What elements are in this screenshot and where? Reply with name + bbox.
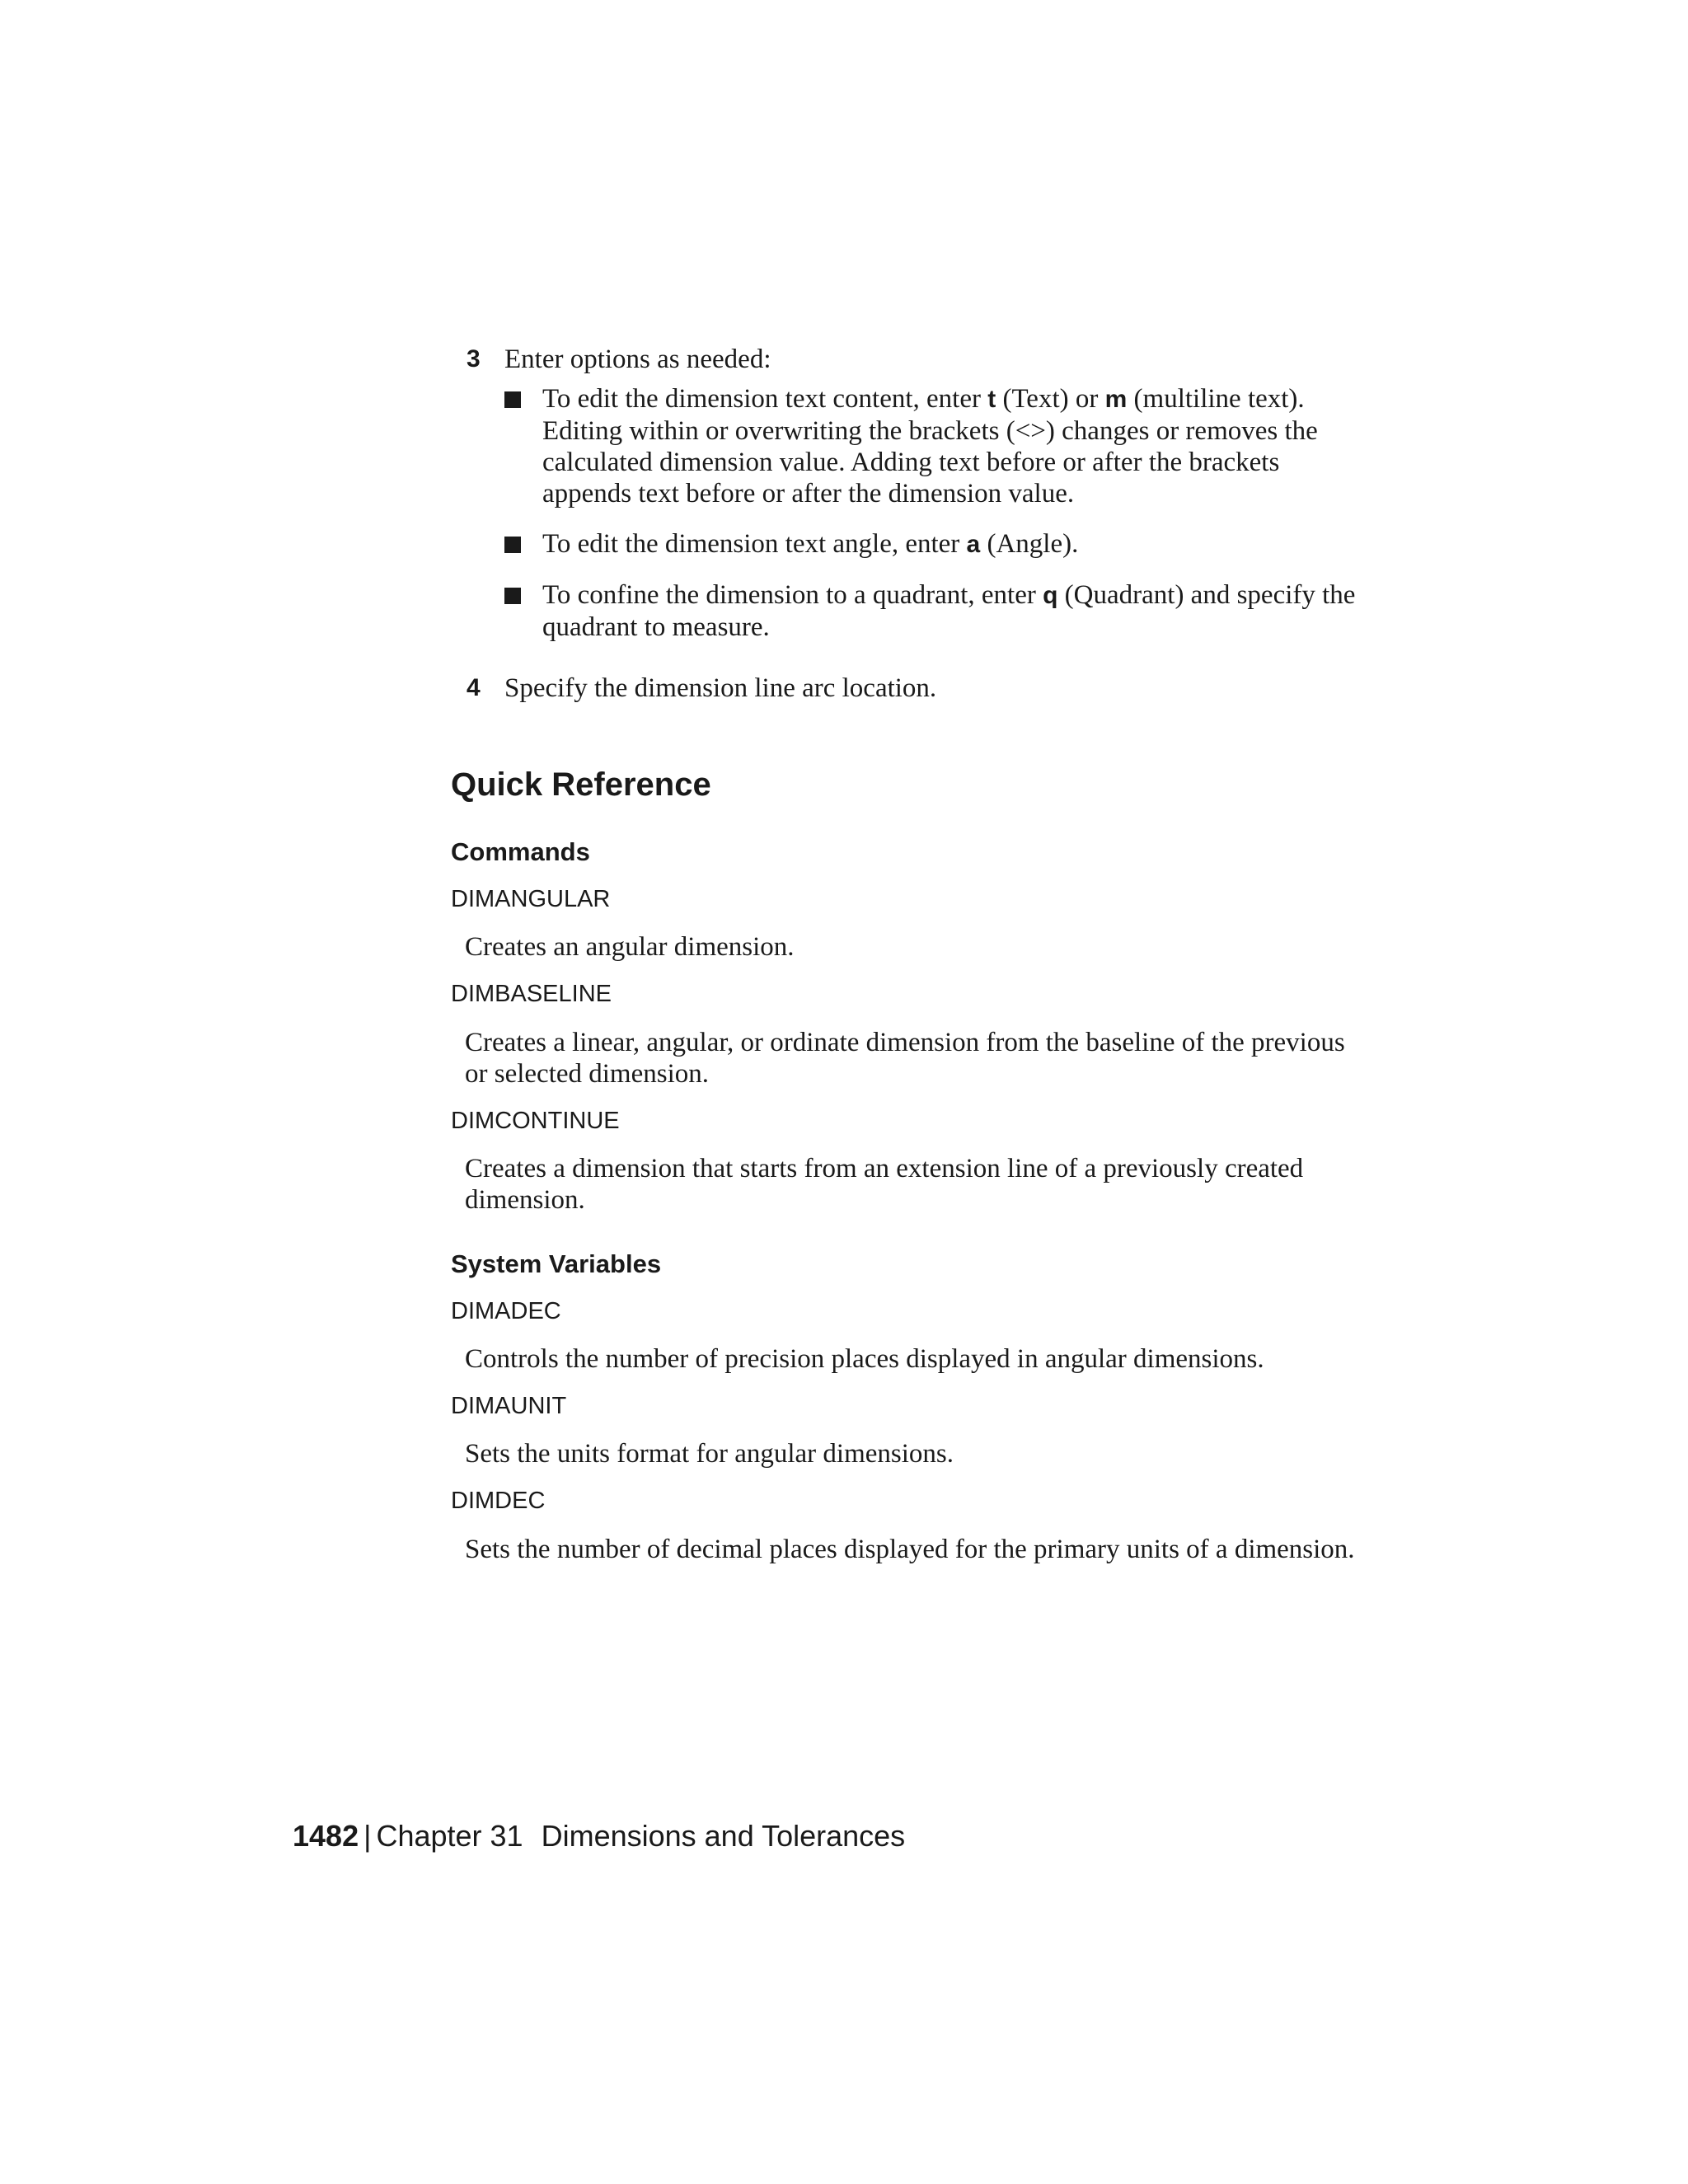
square-bullet-icon [504,391,521,408]
text-run: (multiline text). Editing within or overwriting the brackets (<>) changes or removes the calculated dimension value. Adding text before or after the brackets appends text before or after the dimension value. [542,384,1318,509]
subheading-system-variables: System Variables [451,1249,662,1278]
command-description: Creates a linear, angular, or ordinate dimension from the baseline of the previous or selected dimension. [465,1028,1345,1089]
text-run: (Quadrant) and specify the quadrant to measure. [542,580,1356,642]
section-heading-quick-reference: Quick Reference [451,766,711,803]
command-description: Creates a dimension that starts from an extension line of a previously created dimension. [465,1154,1304,1215]
sysvar-description: Controls the number of precision places displayed in angular dimensions. [465,1344,1264,1374]
keyword-q: q [1043,582,1058,609]
keyword-t: t [987,386,996,413]
text-run: (Text) or [996,384,1105,414]
text-run: To edit the dimension text content, enter [542,384,988,414]
sysvar-description: Sets the number of decimal places displayed for the primary units of a dimension. [465,1535,1355,1564]
text-run: To confine the dimension to a quadrant, enter [542,580,1043,610]
bullet-text [542,579,1367,643]
command-description: Creates an angular dimension. [465,932,795,962]
chapter-title: Dimensions and Tolerances [541,1819,906,1853]
step-text: Enter options as needed: [504,344,771,374]
square-bullet-icon [504,588,521,604]
chapter-label: Chapter 31 [376,1819,523,1853]
square-bullet-icon [504,537,521,553]
bullet-text [542,528,1367,560]
sysvar-term: DIMADEC [451,1298,561,1324]
step-number: 3 [467,345,481,373]
step-number: 4 [467,674,481,701]
sysvar-description: Sets the units format for angular dimensions. [465,1439,954,1469]
bullet-text [542,383,1367,509]
text-run: To edit the dimension text angle, enter [542,529,967,559]
subheading-commands: Commands [451,837,590,866]
text-run: (Angle). [980,529,1079,559]
command-term: DIMBASELINE [451,981,612,1007]
sysvar-term: DIMDEC [451,1488,546,1514]
footer-separator: | [363,1819,372,1853]
keyword-m: m [1104,386,1128,413]
keyword-a: a [966,531,981,558]
sysvar-term: DIMAUNIT [451,1393,567,1419]
page-footer [293,1818,905,1854]
page-number: 1482 [293,1819,359,1853]
command-term: DIMCONTINUE [451,1108,620,1134]
command-term: DIMANGULAR [451,886,611,912]
step-text: Specify the dimension line arc location. [504,673,937,703]
